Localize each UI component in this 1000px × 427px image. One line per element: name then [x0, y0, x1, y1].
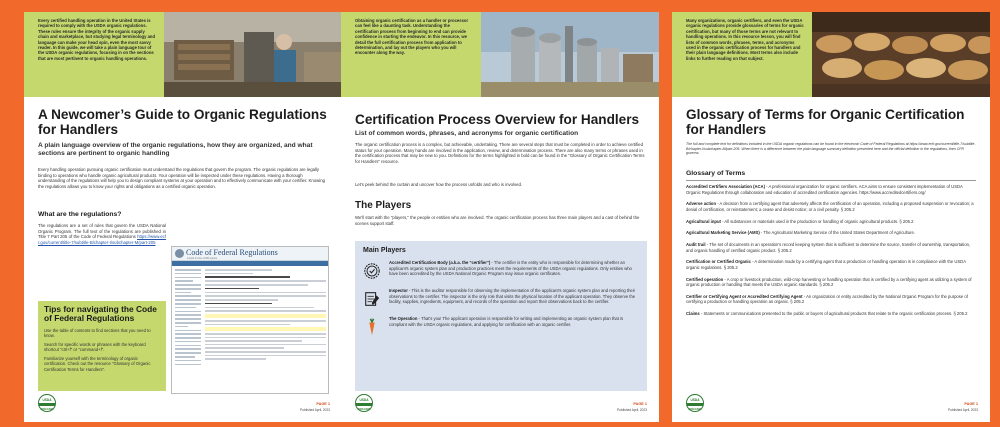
glossary-entry: Certified operation - A crop or livestock production, wild-crop harvesting or handling operation that is certified by a certifying agent as utilizing a system of organic production or handling that meets the USDA organic standards. § 205.2 — [686, 276, 972, 288]
ecfr-seal-icon — [175, 249, 184, 258]
intro-paragraph: Every handling operation pursuing organic certification must understand the regulations that govern the program. The organic regulations are legally binding to operations who handle organic agricultural products. Your operation will be inspected under these regulations. Having a thorough understanding of the regulations will help you to design compliant systems at your operation and to effectively communicate with your certifier. Knowing the regulations allows you to know your rights and obligations as a certified organic operation. — [38, 167, 326, 190]
tip-item: Search for specific words or phrases with the keyboard shortcut "ctrl+f" or "command+f". — [44, 341, 146, 353]
main-players-box — [355, 241, 647, 391]
glossary-divider — [686, 180, 976, 181]
player-term: Accredited Certification Body (a.k.a. the "certifier") — [389, 260, 491, 265]
regs-heading: What are the regulations? — [38, 211, 122, 218]
main-players-title: Main Players — [363, 247, 406, 254]
document-page-newcomers-guide — [24, 12, 342, 422]
page-number: PAGE 1 — [633, 402, 647, 406]
glossary-heading: Glossary of Terms — [686, 170, 746, 177]
intro-text: Every certified handling operation in the United States is required to comply with the USDA organic regulations. These rules ensure the integrity of the organic supply chain and marketplace, but studying legal terminology and language can make your head spin, even the most savvy reader. In this guide, we will take a plain language tour of the USDA organic regulations, focusing in on the sections that are most pertinent to organic handling operations. — [38, 18, 156, 61]
glossary-term: Claims — [686, 311, 700, 317]
ecfr-header — [172, 247, 328, 261]
ecfr-content — [205, 269, 326, 362]
glossary-entry: Adverse action - A decision from a certifying agent that adversely affects the certification of an operation, including a proposed suspension or revocation; a denial of certification, or reinstatement; a cease and desist notice; or a civil penalty. § 205.2 — [686, 201, 974, 212]
carrot-icon — [363, 318, 381, 336]
glossary-term: Agricultural input — [686, 218, 721, 224]
ecfr-note: The full and complete text for definitions included in the USDA organic regulations can be found in the electronic Code of Federal Regulations at https://www.ecfr.gov/current/title-7/subtitle-B/chapter-I/subchapter-M/part-205. When there is a difference between the plain language summary definition presented here and the official definition in the regulations, then CFR governs. — [686, 142, 976, 156]
glossary-entry: Accredited Certifiers Association (ACA) - A professional organization for organic certifiers. ACA aims to ensure consistent implementation of USDA Organic Regulations through collaboration and education of accredited certification agencies. https://www.accreditedcertifiers.org/ — [686, 184, 963, 195]
page-subtitle: A plain language overview of the organic regulations, how they are organized, and what sections are pertinent to organic handling — [38, 142, 313, 158]
regs-paragraph — [38, 223, 166, 246]
page-title: Glossary of Terms for Organic Certification for Handlers — [686, 107, 965, 138]
glossary-term: Certification or Certified Organic — [686, 259, 751, 265]
glossary-entry: Certifier or Certifying Agent or Accredited Certifying Agent - An organization or entity accredited by the National Organic Program for the purpose of certifying a production or handling operation as organic. § 205.2 — [686, 293, 968, 305]
document-page-glossary — [672, 12, 990, 422]
certificate-seal-icon — [363, 262, 381, 280]
grain-silos-photo — [481, 12, 659, 97]
page-number: PAGE 1 — [316, 402, 330, 406]
glossary-list — [686, 184, 978, 323]
published-date: Published April, 2023 — [617, 408, 647, 412]
process-paragraph: The organic certification process is a complex, but achievable, undertaking. There are several steps that must be completed in order to achieve certified status for your operation. Many hands are involved in the application, review, and determination process. There are also many terms or phrases used in the certification process that may be new to you. Definitions for the terms highlighted in bold can be found in the "Glossary of Organic Certification Terms for Handlers" resource. — [355, 142, 645, 165]
player-term: The Operation — [389, 316, 418, 321]
document-page-certification-overview — [341, 12, 659, 422]
players-paragraph: We'll start with the "players," the people or entities who are involved. The organic certification process has three main players and a cast of behind the scenes support staff. — [355, 215, 640, 226]
player-description: Accredited Certification Body (a.k.a. the "certifier") - The certifier is the entity who is responsible for determining whether an applicant's organic system plan and production practices meet the requirements of the USDA organic regulations. Only entities who have been accredited by the USDA National Organic Program may issue organic certificates. — [389, 260, 632, 277]
glossary-term: Audit trail — [686, 242, 706, 248]
page-title: A Newcomer’s Guide to Organic Regulations for Handlers — [38, 107, 327, 138]
ecfr-title: Code of Federal Regulations — [186, 248, 278, 257]
intro-text: Many organizations, organic certifiers, and even the USDA organic regulations provide glossaries of terms for organic certification, but many of those terms are not relevant to handling operations. In this resource lesson, you will find lists of common words, phrases, terms, and acronyms used in the organic certification process for handlers and their plain language definitions. Most terms also include links to further reading on that subject. — [686, 18, 804, 61]
usda-organic-logo-icon: USDA ORGANIC — [38, 394, 56, 412]
page-number: PAGE 1 — [964, 402, 978, 406]
glossary-term: Certifier or Certifying Agent or Accredited Certifying Agent — [686, 293, 803, 299]
glossary-entry: Claims - Statements or communications presented to the public or buyers of agricultural products that relate to the organic certification process. § 205.2 — [686, 311, 968, 317]
player-row — [363, 260, 639, 280]
glossary-term: Adverse action — [686, 201, 717, 207]
ecfr-navbar — [172, 261, 328, 266]
page-subtitle: List of common words, phrases, and acronyms for organic certification — [355, 130, 579, 137]
glossary-entry: Agricultural Marketing Service (AMS) - The Agricultural Marketing Service of the United States Department of Agriculture. — [686, 230, 915, 236]
ecfr-sidebar — [175, 269, 201, 367]
player-description: Inspector - This is the auditor responsible for observing the implementation of the applicant's organic system plan and reporting their observations to the certifier. The inspector is the only role that visits the physical location of the applicant operation. They observe the facility, supplies, ingredients, equipment, and records of the operation and report their observations back to the certifier. — [389, 288, 636, 305]
tip-item: Use the table of contents to find sections that you need to know. — [44, 327, 151, 339]
intro-banner — [672, 12, 990, 97]
player-term: Inspector — [389, 288, 408, 293]
player-row — [363, 316, 639, 336]
player-row — [363, 288, 639, 308]
tips-title: Tips for navigating the Code of Federal Regulations — [44, 304, 157, 324]
page-title: Certification Process Overview for Handlers — [355, 112, 640, 127]
intro-banner — [24, 12, 342, 97]
players-heading: The Players — [355, 200, 412, 211]
published-date: Published April, 2023 — [300, 408, 330, 412]
glossary-term: Certified operation — [686, 276, 724, 282]
usda-organic-logo-icon: USDA ORGANIC — [355, 394, 373, 412]
usda-organic-logo-icon: USDA ORGANIC — [686, 394, 704, 412]
tips-box — [38, 301, 166, 391]
intro-text: Obtaining organic certification as a handler or processor can feel like a daunting task. Understanding the certification process from beginning to end can provide confidence in starting the endeavor. In this resource, we detail the full certification process from application to determination, and lay out the players who you will encounter along the way. — [355, 18, 469, 56]
player-description: The Operation - That's you! The applicant operation is responsible for writing and implementing an organic system plan that is compliant with the USDA organic regulations, and applying for certification with an organic certifier. — [389, 316, 624, 327]
glossary-entry: Audit trail - The set of documents in an operation's record keeping system that is sufficient to determine the source, transfer of ownership, transportation, and organic handling of certified organic product. § 205.2 — [686, 242, 971, 253]
ecfr-link[interactable]: https://www.ecfr.gov/current/title-7/subtitle-B/chapter-I/subchapter-M/part-205 — [38, 234, 166, 246]
clipboard-pen-icon — [363, 290, 381, 308]
ecfr-screenshot — [171, 246, 329, 394]
glossary-term: Accredited Certifiers Association (ACA) — [686, 184, 765, 189]
packing-facility-photo — [164, 12, 342, 97]
ecfr-subtitle: A point in time eCFR system — [187, 257, 218, 260]
intro-banner — [341, 12, 659, 97]
tip-item: Familiarize yourself with the terminology of organic certification. Check out the resource "Glossary of Organic Certification Terms for Handlers". — [44, 355, 151, 372]
regs-text: The regulations are a set of rules that govern the USDA National Organic Program. The full text of the regulations are published in Title 7 Part 205 of the Code of Federal Regulations — [38, 223, 166, 240]
glossary-entry: Agricultural input - All substances or materials used in the production or handling of organic agricultural products. § 205.2 — [686, 218, 914, 224]
glossary-entry: Certification or Certified Organic - A determination made by a certifying agent that a production or handling operation is in compliance with the USDA organic regulations. § 205.2 — [686, 259, 966, 270]
glossary-term: Agricultural Marketing Service (AMS) — [686, 230, 760, 236]
published-date: Published April, 2023 — [948, 408, 978, 412]
bread-loaves-photo — [812, 12, 990, 97]
peek-paragraph: Let's peek behind the curtain and uncover how the process unfolds and who is involved. — [355, 182, 523, 187]
